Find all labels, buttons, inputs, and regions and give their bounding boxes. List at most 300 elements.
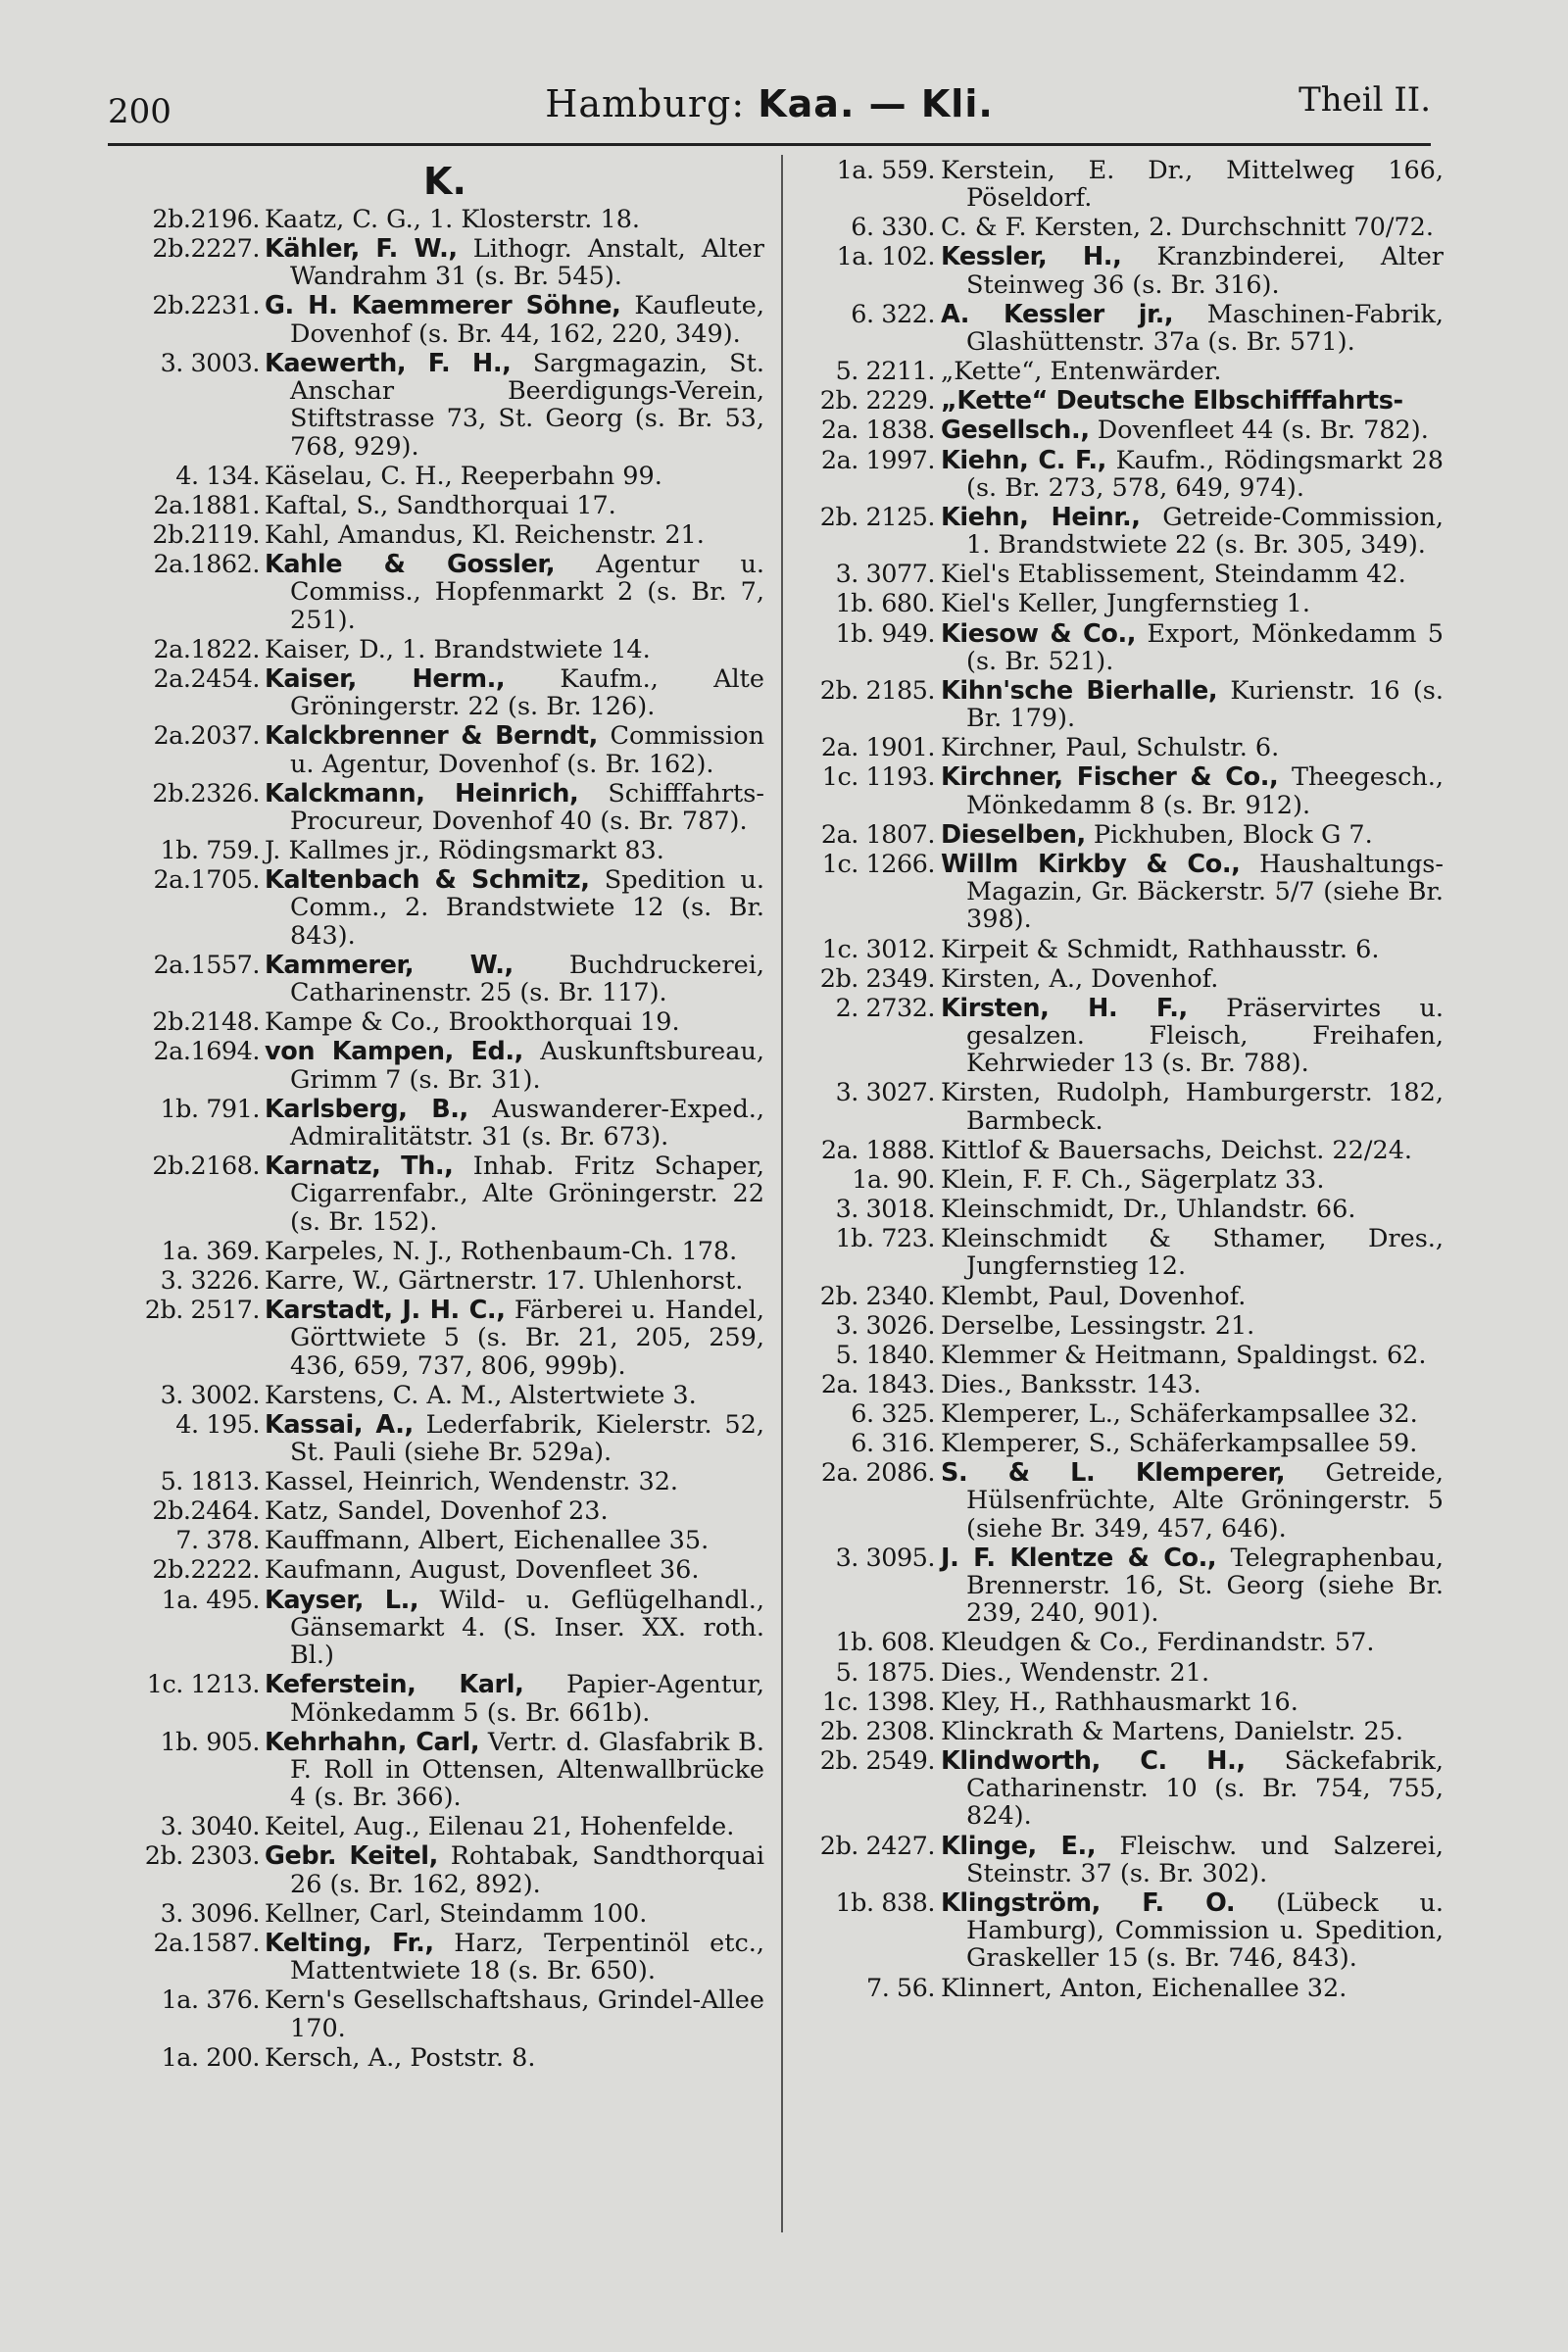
directory-entry bbox=[792, 995, 1444, 1078]
page-number: 200 bbox=[108, 92, 172, 131]
entry-name: Kessler, H., bbox=[941, 242, 1122, 272]
entry-body bbox=[265, 780, 764, 836]
entry-text: Kiel's Keller, Jungfernstieg 1. bbox=[941, 589, 1310, 619]
entry-reference: 2a.1587. bbox=[153, 1928, 260, 1958]
entry-reference: 1c. 1398. bbox=[821, 1687, 935, 1717]
directory-entry bbox=[98, 551, 764, 634]
entry-body bbox=[941, 851, 1444, 934]
directory-entry bbox=[98, 722, 764, 778]
entry-body bbox=[941, 1137, 1444, 1164]
entry-body bbox=[941, 821, 1444, 849]
entry-reference: 2b. 2185. bbox=[819, 675, 935, 706]
entry-name: von Kampen, Ed., bbox=[265, 1037, 523, 1067]
entry-text: Getreide, Hülsenfrüchte, Alte Gröningerstr. 5 (siehe Br. 349, 457, 646). bbox=[966, 1458, 1444, 1544]
entry-text: Inhab. Fritz Schaper, Cigarrenfabr., Alte Gröningerstr. 22 (s. Br. 152). bbox=[290, 1152, 764, 1237]
entry-text: Kiel's Etablissement, Steindamm 42. bbox=[941, 560, 1406, 590]
entry-name: Kähler, F. W., bbox=[265, 234, 458, 265]
entry-reference: 2a. 1843. bbox=[820, 1369, 935, 1399]
directory-entry bbox=[792, 936, 1444, 963]
entry-body bbox=[941, 1689, 1444, 1716]
entry-reference: 2a. 1888. bbox=[820, 1135, 935, 1165]
entry-text: Agentur u. Commiss., Hopfenmarkt 2 (s. Br. 7, 251). bbox=[290, 550, 764, 635]
directory-entry bbox=[792, 763, 1444, 819]
entry-reference: 1a. 376. bbox=[161, 1985, 260, 2016]
directory-entry bbox=[98, 521, 764, 549]
entry-reference: 1b. 759. bbox=[160, 836, 260, 866]
entry-body bbox=[265, 1008, 764, 1036]
directory-entry bbox=[792, 620, 1444, 676]
directory-entry bbox=[98, 1152, 764, 1236]
entry-text: Kahl, Amandus, Kl. Reichenstr. 21. bbox=[265, 520, 705, 551]
entry-reference: 2b. 2229. bbox=[819, 386, 935, 416]
entry-body bbox=[265, 1152, 764, 1236]
entry-body bbox=[941, 1629, 1444, 1656]
entry-reference: 2b. 2427. bbox=[819, 1831, 935, 1861]
entry-name: G. H. Kaemmerer Söhne, bbox=[265, 291, 621, 321]
entry-body bbox=[941, 1342, 1444, 1369]
entry-reference: 7. 378. bbox=[175, 1526, 260, 1556]
entry-reference: 3. 3096. bbox=[160, 1898, 260, 1929]
entry-text: Papier-Agentur, Mönkedamm 5 (s. Br. 661b). bbox=[290, 1670, 764, 1728]
entry-name: Klingström, F. O. bbox=[941, 1887, 1236, 1918]
entry-body bbox=[941, 590, 1444, 617]
directory-entry bbox=[98, 2044, 764, 2072]
directory-entry bbox=[98, 1382, 764, 1409]
directory-entry bbox=[98, 1813, 764, 1840]
entry-text: Kaufmann, August, Dovenfleet 36. bbox=[265, 1555, 700, 1586]
entry-name: Kaltenbach & Schmitz, bbox=[265, 865, 590, 896]
entry-name: Dieselben, bbox=[941, 819, 1086, 850]
entry-name: Willm Kirkby & Co., bbox=[941, 849, 1241, 879]
directory-entry bbox=[792, 1342, 1444, 1369]
entry-body bbox=[265, 866, 764, 950]
directory-entry bbox=[792, 157, 1444, 213]
entry-body bbox=[265, 1556, 764, 1584]
entry-reference: 6. 316. bbox=[851, 1428, 935, 1458]
directory-entry bbox=[792, 1400, 1444, 1428]
entry-reference: 2b.2231. bbox=[152, 291, 260, 321]
entry-body bbox=[941, 1747, 1444, 1831]
entry-text: Commission u. Agentur, Dovenhof (s. Br. 162). bbox=[290, 721, 764, 779]
entry-body bbox=[941, 157, 1444, 213]
directory-entry bbox=[98, 1238, 764, 1265]
directory-entry bbox=[792, 1747, 1444, 1831]
entry-text: Auskunftsbureau, Grimm 7 (s. Br. 31). bbox=[290, 1037, 764, 1095]
directory-entry bbox=[98, 1468, 764, 1495]
entry-body bbox=[265, 463, 764, 490]
entry-reference: 2b.2464. bbox=[152, 1496, 260, 1527]
entry-body bbox=[941, 214, 1444, 241]
directory-entry bbox=[792, 301, 1444, 357]
entry-name: Karlsberg, B., bbox=[265, 1094, 468, 1124]
entry-name: A. Kessler jr., bbox=[941, 299, 1174, 329]
entry-reference: 2b.2148. bbox=[152, 1007, 260, 1038]
directory-entry bbox=[98, 1038, 764, 1094]
entry-reference: 6. 322. bbox=[851, 299, 935, 329]
entry-reference: 3. 3018. bbox=[835, 1195, 935, 1225]
entry-text: Säckefabrik, Catharinenstr. 10 (s. Br. 754, 755, 824). bbox=[966, 1745, 1444, 1832]
entry-text: Lederfabrik, Kielerstr. 52, St. Pauli (siehe Br. 529a). bbox=[290, 1409, 764, 1468]
entry-text: Kirsten, A., Dovenhof. bbox=[941, 963, 1219, 994]
directory-entry bbox=[98, 1930, 764, 1985]
entry-text: Vertr. d. Glasfabrik B. F. Roll in Ottensen, Altenwallbrücke 4 (s. Br. 366). bbox=[290, 1727, 764, 1813]
entry-reference: 2b. 2517. bbox=[144, 1296, 260, 1326]
entry-text: Auswanderer-Exped., Admiralitätstr. 31 (s. Br. 673). bbox=[290, 1094, 764, 1152]
entry-reference: 2b.2222. bbox=[152, 1555, 260, 1586]
entry-text: Rohtabak, Sandthorquai 26 (s. Br. 162, 892). bbox=[290, 1841, 764, 1899]
entry-reference: 1a. 369. bbox=[161, 1236, 260, 1266]
entry-reference: 2a.2037. bbox=[153, 721, 260, 752]
directory-entry bbox=[792, 1312, 1444, 1340]
entry-reference: 3. 3003. bbox=[160, 348, 260, 378]
entry-body bbox=[941, 416, 1444, 444]
entry-body bbox=[265, 1267, 764, 1295]
entry-text: Dies., Banksstr. 143. bbox=[941, 1369, 1201, 1399]
entry-text: Klinnert, Anton, Eichenallee 32. bbox=[941, 1973, 1348, 2003]
entry-body bbox=[941, 1459, 1444, 1543]
directory-entry bbox=[792, 358, 1444, 385]
entry-reference: 3. 3027. bbox=[835, 1078, 935, 1108]
directory-entry bbox=[98, 206, 764, 233]
entry-reference: 2a.2454. bbox=[153, 663, 260, 694]
entry-text: Pickhuben, Block G 7. bbox=[1085, 819, 1373, 850]
entry-reference: 1b. 680. bbox=[835, 589, 935, 619]
entry-body bbox=[941, 1312, 1444, 1340]
entry-text: Kaiser, D., 1. Brandstwiete 14. bbox=[265, 634, 651, 664]
entry-reference: 2b. 2303. bbox=[144, 1841, 260, 1872]
entry-reference: 2b. 2125. bbox=[819, 502, 935, 532]
entry-name: Kalckbrenner & Berndt, bbox=[265, 721, 598, 752]
entry-reference: 6. 330. bbox=[851, 213, 935, 243]
entry-text: Karstens, C. A. M., Alstertwiete 3. bbox=[265, 1380, 697, 1410]
entry-body bbox=[941, 965, 1444, 993]
entry-text: Karre, W., Gärtnerstr. 17. Uhlenhorst. bbox=[265, 1265, 744, 1296]
entry-reference: 2a.1862. bbox=[153, 550, 260, 580]
directory-entry bbox=[792, 1196, 1444, 1223]
entry-name: Kehrhahn, Carl, bbox=[265, 1727, 480, 1757]
part-label: Theil II. bbox=[1298, 80, 1431, 120]
entry-reference: 2b.2168. bbox=[152, 1152, 260, 1182]
directory-entry bbox=[98, 1900, 764, 1928]
page-header bbox=[108, 78, 1431, 137]
entry-body bbox=[941, 995, 1444, 1078]
entry-reference: 2b. 2549. bbox=[819, 1745, 935, 1776]
entry-text: C. & F. Kersten, 2. Durchschnitt 70/72. bbox=[941, 213, 1435, 243]
entry-body bbox=[941, 734, 1444, 761]
entry-body bbox=[941, 620, 1444, 676]
entry-body bbox=[265, 1497, 764, 1525]
entry-text: Kirpeit & Schmidt, Rathhausstr. 6. bbox=[941, 934, 1380, 964]
entry-reference: 2a. 1807. bbox=[820, 819, 935, 850]
entry-text: Keitel, Aug., Eilenau 21, Hohenfelde. bbox=[265, 1812, 735, 1842]
directory-entry bbox=[792, 1225, 1444, 1281]
entry-reference: 3. 3002. bbox=[160, 1380, 260, 1410]
entry-body bbox=[265, 1813, 764, 1840]
directory-entry bbox=[98, 665, 764, 721]
entry-reference: 3. 3226. bbox=[160, 1265, 260, 1296]
entry-reference: 2b. 2340. bbox=[819, 1281, 935, 1311]
directory-entry bbox=[792, 416, 1444, 444]
entry-body bbox=[941, 1225, 1444, 1281]
entry-name: Kalckmann, Heinrich, bbox=[265, 778, 579, 808]
entry-reference: 1b. 723. bbox=[835, 1224, 935, 1254]
entry-text: Kirchner, Paul, Schulstr. 6. bbox=[941, 733, 1280, 763]
entry-body bbox=[941, 243, 1444, 299]
entry-reference: 2b.2119. bbox=[152, 520, 260, 551]
entry-body bbox=[265, 1468, 764, 1495]
entry-text: Schifffahrts-Procureur, Dovenhof 40 (s. Br. 787). bbox=[290, 778, 764, 836]
entry-reference: 2a.1557. bbox=[153, 950, 260, 980]
entry-text: Kaatz, C. G., 1. Klosterstr. 18. bbox=[265, 205, 641, 234]
entry-reference: 3. 3077. bbox=[835, 560, 935, 590]
entry-reference: 1a. 495. bbox=[161, 1585, 260, 1615]
entry-reference: 2a.1822. bbox=[153, 634, 260, 664]
directory-entry bbox=[792, 734, 1444, 761]
entry-text: Karpeles, N. J., Rothenbaum-Ch. 178. bbox=[265, 1236, 738, 1266]
entry-text: Spedition u. Comm., 2. Brandstwiete 12 (s. Br. 843). bbox=[290, 865, 764, 951]
directory-entry bbox=[792, 504, 1444, 560]
entry-text: Klemperer, S., Schäferkampsallee 59. bbox=[941, 1428, 1418, 1458]
directory-entry bbox=[792, 1137, 1444, 1164]
directory-entry bbox=[792, 561, 1444, 588]
entry-reference: 3. 3026. bbox=[835, 1310, 935, 1341]
entry-text: Käselau, C. H., Reeperbahn 99. bbox=[265, 461, 662, 491]
entry-body bbox=[265, 492, 764, 519]
entry-name: Kirchner, Fischer & Co., bbox=[941, 762, 1279, 793]
entry-name: Kassai, A., bbox=[265, 1409, 414, 1440]
entry-text: J. Kallmes jr., Rödingsmarkt 83. bbox=[265, 836, 664, 866]
directory-entry bbox=[792, 447, 1444, 503]
entry-reference: 4. 195. bbox=[175, 1409, 260, 1440]
entry-name: Kiehn, C. F., bbox=[941, 445, 1106, 475]
entry-body bbox=[265, 1986, 764, 2042]
entry-body bbox=[941, 1544, 1444, 1628]
entry-reference: 2b.2326. bbox=[152, 778, 260, 808]
entry-name: Kaiser, Herm., bbox=[265, 663, 506, 694]
entry-name: Kihn'sche Bierhalle, bbox=[941, 675, 1218, 706]
entry-reference: 2a.1705. bbox=[153, 865, 260, 896]
entry-text: Harz, Terpentinöl etc., Mattentwiete 18 (s. Br. 650). bbox=[290, 1928, 764, 1986]
running-title-range: Kaa. — Kli. bbox=[758, 82, 994, 125]
entry-text: Lithogr. Anstalt, Alter Wandrahm 31 (s. Br. 545). bbox=[290, 234, 764, 292]
entry-body bbox=[265, 952, 764, 1007]
entry-name: Kammerer, W., bbox=[265, 950, 514, 980]
directory-entry bbox=[98, 1986, 764, 2042]
running-title-city: Hamburg: bbox=[545, 82, 746, 125]
entry-body bbox=[265, 2044, 764, 2072]
entry-name: Kayser, L., bbox=[265, 1585, 419, 1615]
entry-reference: 5. 2211. bbox=[835, 357, 935, 387]
entry-body bbox=[941, 1166, 1444, 1194]
entry-text: Kaufm., Rödingsmarkt 28 (s. Br. 273, 578, 649, 974). bbox=[966, 445, 1444, 503]
entry-reference: 5. 1875. bbox=[835, 1657, 935, 1688]
entry-name: S. & L. Klemperer, bbox=[941, 1458, 1286, 1489]
entry-reference: 3. 3040. bbox=[160, 1812, 260, 1842]
entry-text: Klinckrath & Martens, Danielstr. 25. bbox=[941, 1716, 1404, 1746]
entry-text: Klembt, Paul, Dovenhof. bbox=[941, 1281, 1247, 1311]
entry-name: Kirsten, H. F., bbox=[941, 993, 1188, 1023]
entry-body bbox=[265, 1411, 764, 1467]
entry-body bbox=[265, 1382, 764, 1409]
entry-reference: 1a. 200. bbox=[161, 2042, 260, 2073]
entry-body bbox=[265, 206, 764, 233]
entry-text: Färberei u. Handel, Görttwiete 5 (s. Br. 21, 205, 259, 436, 659, 737, 806, 999b). bbox=[290, 1296, 765, 1381]
entry-reference: 1c. 1193. bbox=[821, 762, 935, 793]
entry-reference: 1c. 1266. bbox=[821, 849, 935, 879]
entry-reference: 1c. 3012. bbox=[821, 934, 935, 964]
entry-body bbox=[265, 350, 764, 461]
directory-entry bbox=[792, 851, 1444, 934]
entry-text: Kurienstr. 16 (s. Br. 179). bbox=[966, 675, 1444, 734]
entry-text: Wild- u. Geflügelhandl., Gänsemarkt 4. (S. Inser. XX. roth. Bl.) bbox=[290, 1585, 764, 1671]
entry-text: Haushaltungs-Magazin, Gr. Bäckerstr. 5/7 (siehe Br. 398). bbox=[966, 849, 1444, 935]
entry-body bbox=[941, 1371, 1444, 1398]
entry-reference: 1b. 838. bbox=[835, 1887, 935, 1918]
directory-entry bbox=[792, 1975, 1444, 2002]
entry-body bbox=[265, 1527, 764, 1554]
directory-entry bbox=[98, 1411, 764, 1467]
entry-body bbox=[265, 1238, 764, 1265]
entry-body bbox=[265, 1842, 764, 1898]
entry-text: Getreide-Commission, 1. Brandstwiete 22 (s. Br. 305, 349). bbox=[966, 502, 1444, 561]
directory-entry bbox=[792, 1459, 1444, 1543]
entry-name: Keferstein, Karl, bbox=[265, 1670, 524, 1700]
entry-reference: 1b. 791. bbox=[160, 1094, 260, 1124]
entry-text: Kampe & Co., Brookthorquai 19. bbox=[265, 1007, 680, 1038]
directory-entry bbox=[792, 1689, 1444, 1716]
entry-body bbox=[941, 1889, 1444, 1973]
entry-reference: 2b.2227. bbox=[152, 234, 260, 265]
entry-body bbox=[941, 1079, 1444, 1135]
entry-reference: 1b. 905. bbox=[160, 1727, 260, 1757]
directory-entry bbox=[792, 1283, 1444, 1310]
entry-name: Kelting, Fr., bbox=[265, 1928, 434, 1958]
entry-body bbox=[265, 1930, 764, 1985]
directory-entry bbox=[792, 1430, 1444, 1457]
entry-reference: 1c. 1213. bbox=[146, 1670, 260, 1700]
entry-text: Telegraphenbau, Brennerstr. 16, St. Georg (siehe Br. 239, 240, 901). bbox=[966, 1543, 1444, 1629]
directory-entry bbox=[98, 952, 764, 1007]
directory-entry bbox=[98, 463, 764, 490]
entry-text: Export, Mönkedamm 5 (s. Br. 521). bbox=[966, 618, 1444, 676]
entry-name: Kaewerth, F. H., bbox=[265, 348, 512, 378]
entry-body bbox=[941, 447, 1444, 503]
entry-body bbox=[941, 561, 1444, 588]
entry-body bbox=[265, 1297, 764, 1380]
entry-reference: 1b. 949. bbox=[835, 618, 935, 649]
directory-entry bbox=[98, 780, 764, 836]
entry-text: Präservirtes u. gesalzen. Fleisch, Freihafen, Kehrwieder 13 (s. Br. 788). bbox=[966, 993, 1444, 1079]
entry-body bbox=[265, 837, 764, 864]
entry-body bbox=[265, 1729, 764, 1812]
directory-entry bbox=[98, 636, 764, 663]
directory-entry bbox=[792, 1166, 1444, 1194]
entry-reference: 2. 2732. bbox=[835, 993, 935, 1023]
entry-text: Derselbe, Lessingstr. 21. bbox=[941, 1310, 1255, 1341]
entry-text: Kerstein, E. Dr., Mittelweg 166, Pöseldorf. bbox=[941, 156, 1444, 214]
entry-body bbox=[941, 504, 1444, 560]
entry-reference: 5. 1840. bbox=[835, 1340, 935, 1370]
directory-entry bbox=[792, 1718, 1444, 1745]
entry-text: Kaftal, S., Sandthorquai 17. bbox=[265, 490, 616, 520]
entry-name: J. F. Klentze & Co., bbox=[941, 1543, 1217, 1573]
entry-text: Kaufleute, Dovenhof (s. Br. 44, 162, 220, 349). bbox=[290, 291, 764, 349]
section-letter: K. bbox=[423, 160, 466, 203]
entry-text: Theegesch., Mönkedamm 8 (s. Br. 912). bbox=[966, 762, 1444, 820]
entry-body bbox=[265, 551, 764, 634]
entry-text: Kauffmann, Albert, Eichenallee 35. bbox=[265, 1526, 710, 1556]
entry-reference: 1b. 608. bbox=[835, 1628, 935, 1658]
entry-reference: 2a. 1997. bbox=[820, 445, 935, 475]
entry-text: Dies., Wendenstr. 21. bbox=[941, 1657, 1210, 1688]
entry-body bbox=[265, 1900, 764, 1928]
entry-text: Kirsten, Rudolph, Hamburgerstr. 182, Barmbeck. bbox=[941, 1078, 1444, 1136]
entry-reference: 2a. 1901. bbox=[820, 733, 935, 763]
entry-text: Klein, F. F. Ch., Sägerplatz 33. bbox=[941, 1164, 1325, 1195]
entry-name: Kiehn, Heinr., bbox=[941, 502, 1141, 532]
directory-entry bbox=[792, 1371, 1444, 1398]
entry-reference: 2b. 2308. bbox=[819, 1716, 935, 1746]
entry-body bbox=[265, 636, 764, 663]
directory-entry bbox=[98, 1008, 764, 1036]
entry-text: Klemmer & Heitmann, Spaldingst. 62. bbox=[941, 1340, 1427, 1370]
directory-entry bbox=[792, 1079, 1444, 1135]
directory-entry bbox=[98, 1671, 764, 1727]
entry-reference: 2a. 2086. bbox=[820, 1458, 935, 1489]
directory-entry bbox=[792, 214, 1444, 241]
directory-entry bbox=[792, 1889, 1444, 1973]
entry-body bbox=[265, 665, 764, 721]
entry-body bbox=[265, 235, 764, 291]
directory-entry bbox=[98, 235, 764, 291]
entry-text: Buchdruckerei, Catharinenstr. 25 (s. Br. 117). bbox=[290, 950, 765, 1008]
directory-entry bbox=[792, 1659, 1444, 1687]
directory-entry bbox=[792, 243, 1444, 299]
entry-body bbox=[265, 722, 764, 778]
entry-reference: 1a. 102. bbox=[836, 242, 935, 272]
running-title bbox=[108, 82, 1431, 125]
entry-body bbox=[941, 1196, 1444, 1223]
entry-body bbox=[941, 358, 1444, 385]
directory-entry bbox=[792, 1629, 1444, 1656]
directory-entry bbox=[98, 1497, 764, 1525]
entry-name: Kahle & Gossler, bbox=[265, 550, 556, 580]
directory-entry bbox=[98, 837, 764, 864]
entry-text: Kittlof & Bauersachs, Deichst. 22/24. bbox=[941, 1135, 1413, 1165]
entry-text: Kley, H., Rathhausmarkt 16. bbox=[941, 1687, 1298, 1717]
entry-reference: 2b.2196. bbox=[152, 205, 260, 234]
directory-entry bbox=[792, 590, 1444, 617]
column-divider bbox=[781, 155, 783, 2232]
entry-text: Dovenfleet 44 (s. Br. 782). bbox=[1089, 416, 1429, 446]
directory-entry bbox=[98, 1556, 764, 1584]
header-rule bbox=[108, 143, 1431, 146]
entry-reference: 1a. 90. bbox=[852, 1164, 935, 1195]
entry-reference: 2a.1881. bbox=[153, 490, 260, 520]
entry-reference: 7. 56. bbox=[866, 1973, 935, 2003]
entry-body bbox=[941, 1718, 1444, 1745]
directory-entry bbox=[98, 1096, 764, 1152]
directory-entry bbox=[98, 1587, 764, 1670]
directory-entry bbox=[98, 866, 764, 950]
entry-reference: 6. 325. bbox=[851, 1398, 935, 1429]
entry-name: „Kette“ Deutsche Elbschifffahrts- bbox=[941, 386, 1403, 416]
entry-body bbox=[941, 936, 1444, 963]
entry-body bbox=[265, 1587, 764, 1670]
directory-entry bbox=[792, 1544, 1444, 1628]
directory-entry bbox=[98, 1297, 764, 1380]
entry-reference: 1a. 559. bbox=[836, 156, 935, 185]
